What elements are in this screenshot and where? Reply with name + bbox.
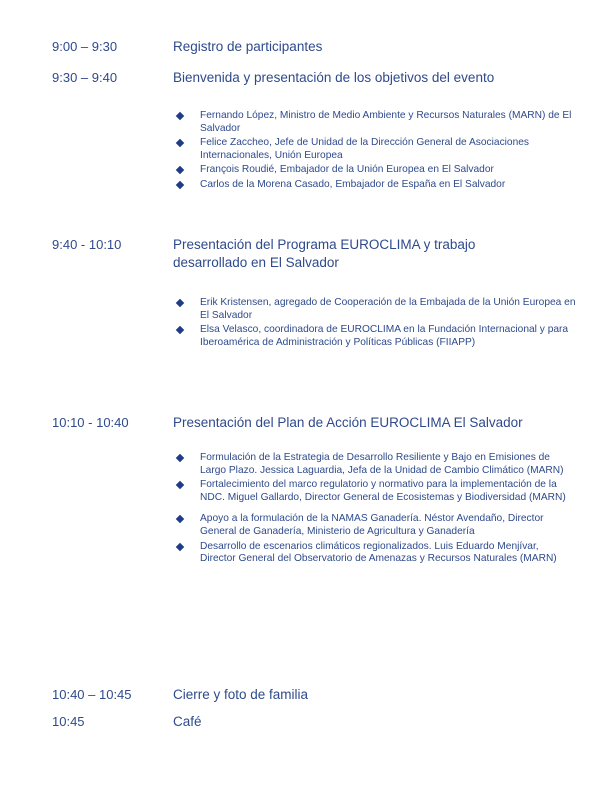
speaker-list bbox=[176, 297, 576, 349]
list-item bbox=[176, 324, 576, 349]
diamond-bullet-icon bbox=[176, 454, 184, 462]
speaker-text: Elsa Velasco, coordinadora de EUROCLIMA en la Fundación Internacional y para Iberoamérica de Administración y Políticas Públicas (FIIAPP) bbox=[200, 324, 569, 348]
speaker-list bbox=[176, 110, 576, 192]
session-time: 9:00 – 9:30 bbox=[52, 39, 118, 54]
speaker-text: François Roudié, Embajador de la Unión Europea en El Salvador bbox=[200, 164, 494, 176]
speaker-text: Apoyo a la formulación de la NAMAS Ganadería. Néstor Avendaño, Director General de Ganadería, Ministerio de Agricultura y Ganadería bbox=[200, 513, 544, 537]
list-item bbox=[176, 164, 576, 177]
list-item bbox=[176, 179, 576, 192]
diamond-bullet-icon bbox=[176, 326, 184, 334]
diamond-bullet-icon bbox=[176, 542, 184, 550]
list-item bbox=[176, 110, 576, 135]
diamond-bullet-icon bbox=[176, 515, 184, 523]
session-title: Presentación del Programa EUROCLIMA y trabajo desarrollado en El Salvador bbox=[173, 237, 476, 270]
list-item bbox=[176, 137, 576, 162]
session-title: Registro de participantes bbox=[173, 39, 323, 54]
session-title: Cierre y foto de familia bbox=[173, 687, 309, 702]
speaker-text: Felice Zaccheo, Jefe de Unidad de la Dirección General de Asociaciones Internacionales, Unión Europea bbox=[200, 137, 530, 161]
speaker-text: Fernando López, Ministro de Medio Ambiente y Recursos Naturales (MARN) de El Salvador bbox=[200, 110, 572, 134]
diamond-bullet-icon bbox=[176, 181, 184, 189]
session-time: 9:40 - 10:10 bbox=[52, 237, 122, 252]
session-title: Café bbox=[173, 714, 202, 729]
session-time: 10:40 – 10:45 bbox=[52, 687, 132, 702]
session-title: Presentación del Plan de Acción EUROCLIMA El Salvador bbox=[173, 415, 523, 430]
list-item bbox=[176, 297, 576, 322]
session-time: 9:30 – 9:40 bbox=[52, 70, 118, 85]
diamond-bullet-icon bbox=[176, 112, 184, 120]
session-time: 10:45 bbox=[52, 714, 85, 729]
diamond-bullet-icon bbox=[176, 481, 184, 489]
speaker-list bbox=[176, 452, 576, 566]
list-item bbox=[176, 541, 576, 566]
diamond-bullet-icon bbox=[176, 139, 184, 147]
session-title: Bienvenida y presentación de los objetivos del evento bbox=[173, 70, 495, 85]
speaker-text: Desarrollo de escenarios climáticos regionalizados. Luis Eduardo Menjívar, Director General del Observatorio de Amenazas y Recursos Naturales (MARN) bbox=[200, 540, 557, 565]
speaker-text: Fortalecimiento del marco regulatorio y normativo para la implementación de la NDC. Miguel Gallardo, Director General de Ecosistemas y Biodiversidad (MARN) bbox=[200, 479, 566, 503]
speaker-text: Carlos de la Morena Casado, Embajador de España en El Salvador bbox=[200, 178, 506, 190]
list-item bbox=[176, 513, 576, 538]
speaker-text: Formulación de la Estrategia de Desarrollo Resiliente y Bajo en Emisiones de Largo Plazo. Jessica Laguardia, Jefa de la Unidad de Cambio Climático (MARN) bbox=[200, 452, 564, 476]
diamond-bullet-icon bbox=[176, 299, 184, 307]
diamond-bullet-icon bbox=[176, 166, 184, 174]
list-item bbox=[176, 452, 576, 477]
list-item bbox=[176, 479, 576, 504]
session-time: 10:10 - 10:40 bbox=[52, 415, 129, 430]
speaker-text: Erik Kristensen, agregado de Cooperación de la Embajada de la Unión Europea en El Salvador bbox=[200, 297, 576, 321]
